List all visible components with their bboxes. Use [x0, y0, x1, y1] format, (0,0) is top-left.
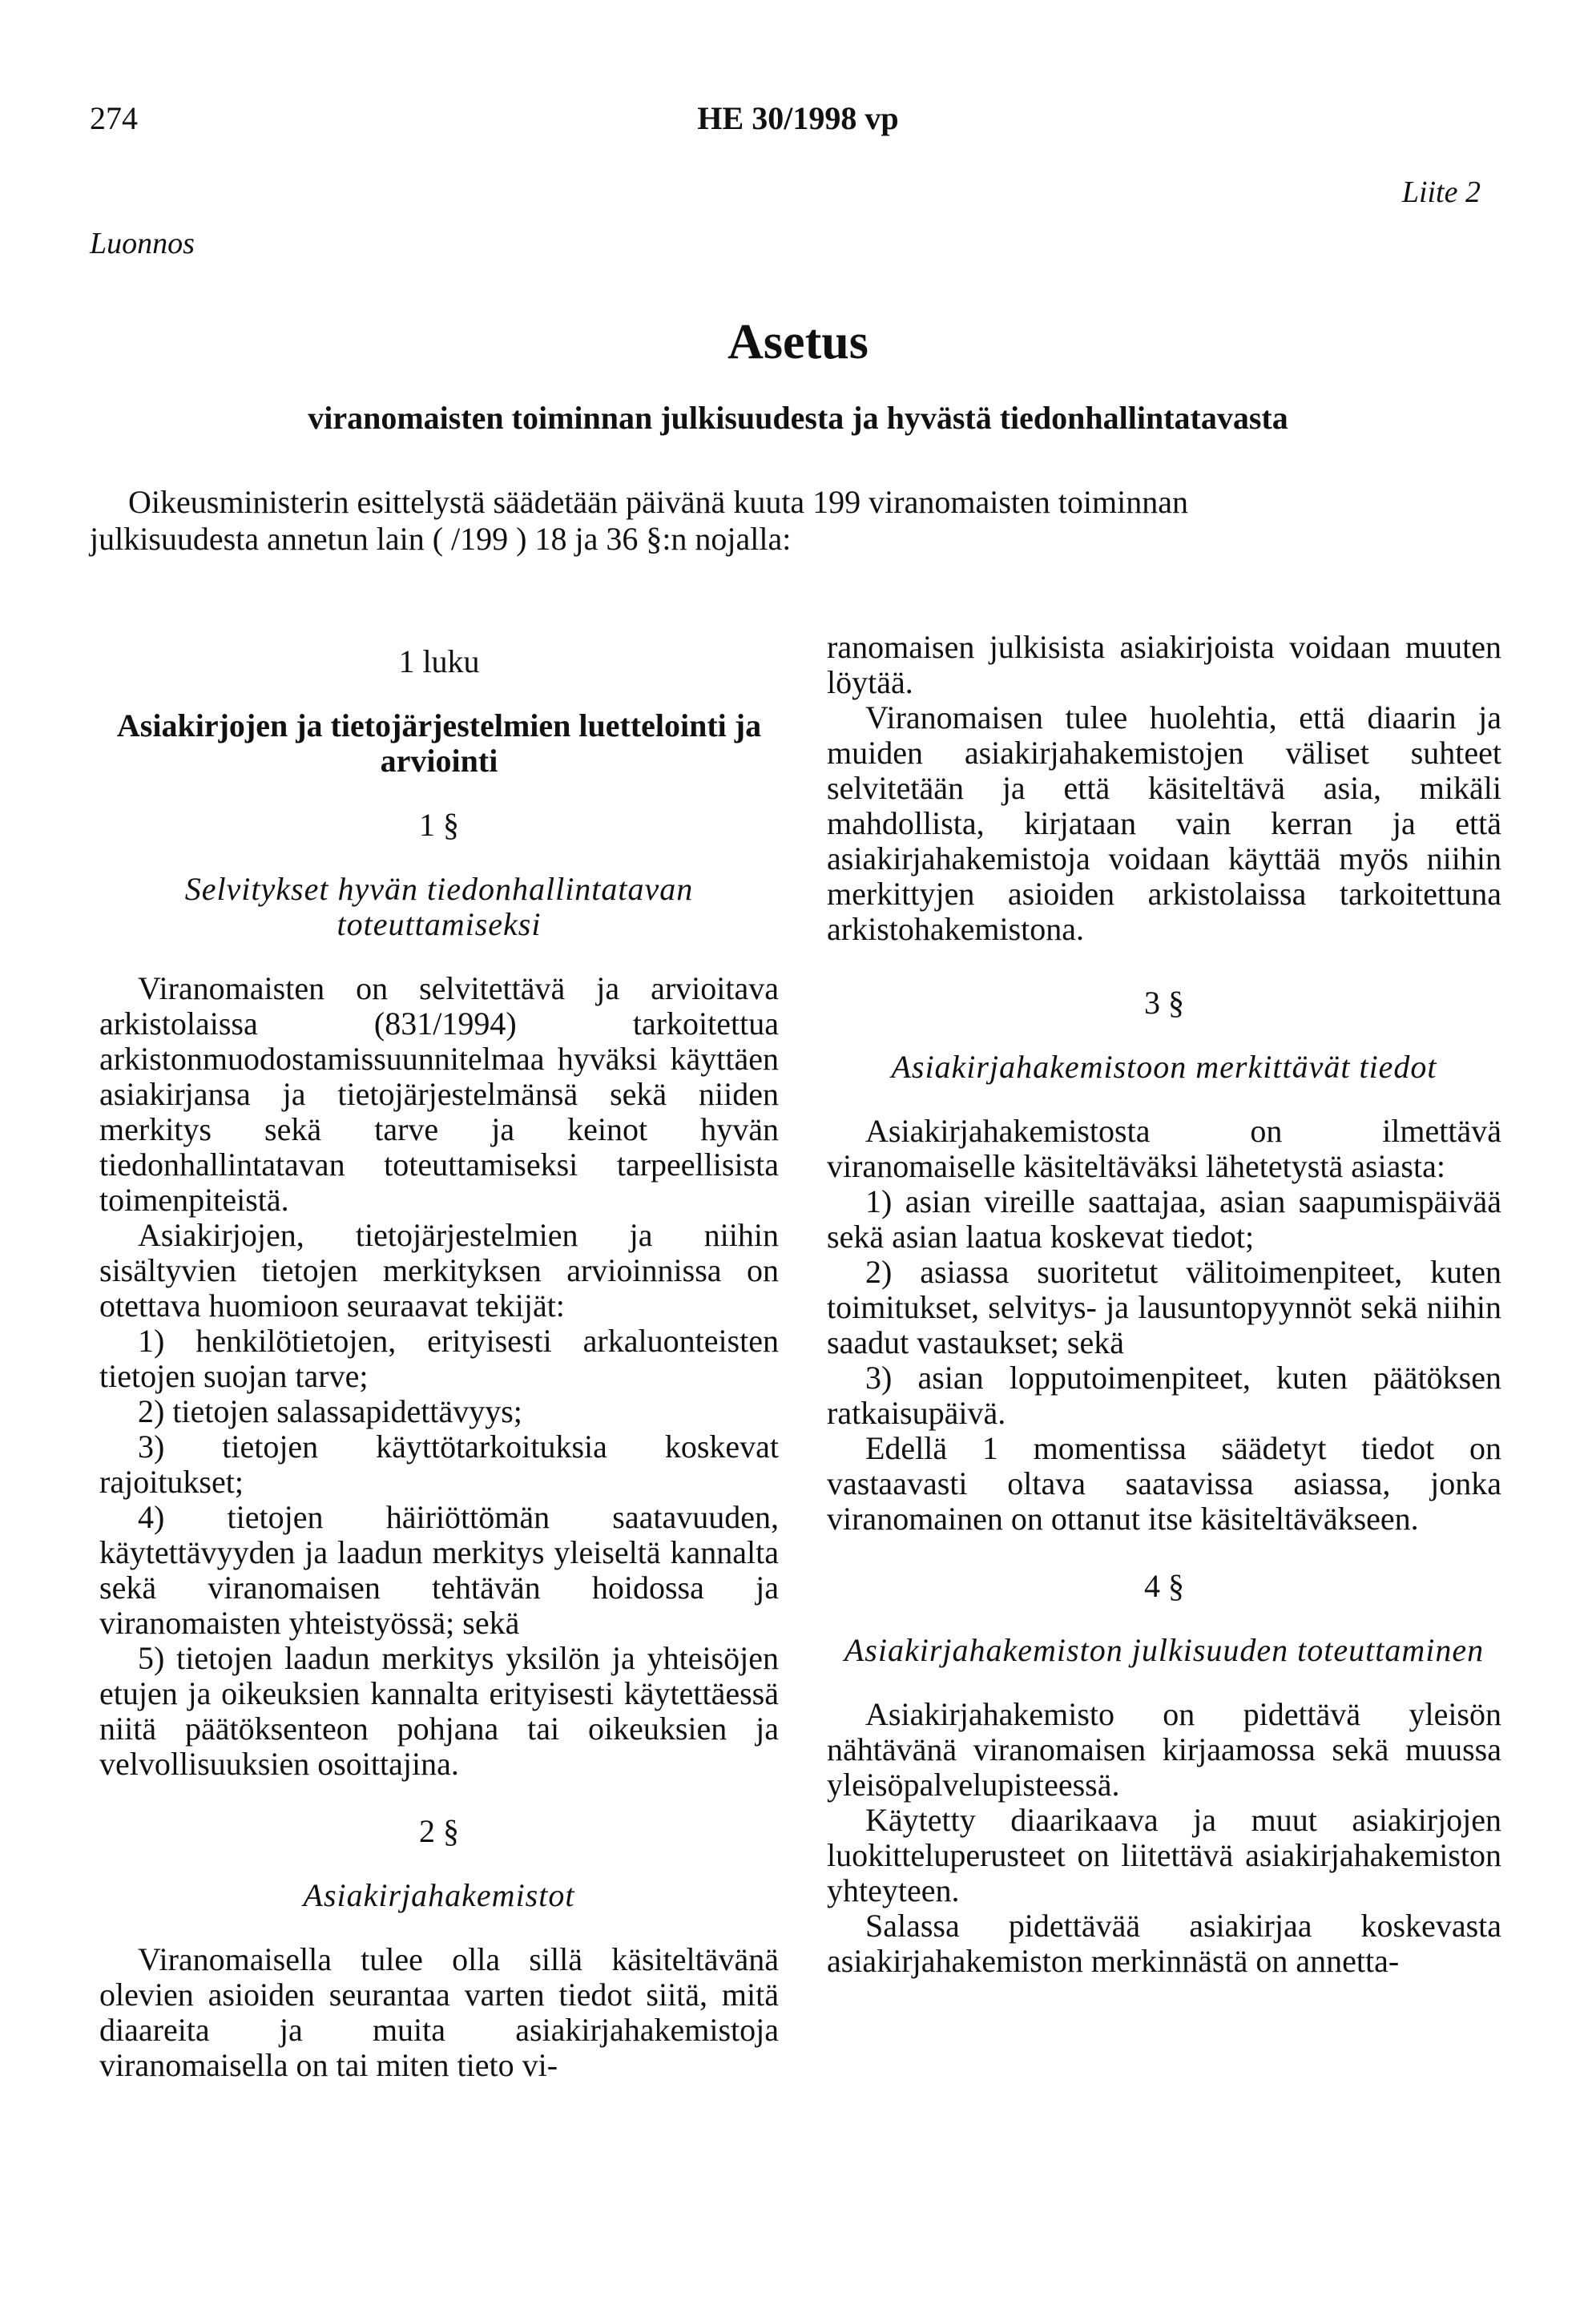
- section-4-paragraph: Käytetty diaarikaava ja muut asiakirjojen luokitteluperusteet on liitettävä asiakirjahakemiston yhteyteen.: [827, 1802, 1501, 1908]
- preamble: [90, 484, 1508, 558]
- section-3-title: Asiakirjahakemistoon merkittävät tiedot: [891, 1049, 1437, 1085]
- section-1-list-item: 2) tietojen salassapidettävyys;: [138, 1393, 522, 1429]
- section-2-number: 2 §: [419, 1813, 459, 1849]
- section-2-title: Asiakirjahakemistot: [303, 1877, 575, 1913]
- section-1-paragraph: Viranomaisten on selvitettävä ja arvioitava arkistolaissa (831/1994) tarkoitettua arkistonmuodostamissuunnitelmaa hyväksi käyttäen asiakirjansa ja tietojärjestelmänsä sekä niiden merkitys sekä tarve ja keinot hyvän tiedonhallintatavan toteuttamiseksi tarpeellisista toimenpiteistä.: [99, 970, 779, 1218]
- section-2-paragraph: Viranomaisella tulee olla sillä käsiteltävänä olevien asioiden seurantaa varten tiedot siitä, mitä diaareita ja muita asiakirjahakemistoja viranomaisella on tai miten tieto vi-: [99, 1941, 779, 2083]
- draft-label: Luonnos: [90, 227, 195, 260]
- section-1-paragraph: Asiakirjojen, tietojärjestelmien ja niihin sisältyvien tietojen merkityksen arvioinnissa on otettava huomioon seuraavat tekijät:: [99, 1217, 779, 1324]
- section-3-paragraph: Edellä 1 momentissa säädetyt tiedot on vastaavasti oltava saatavissa asiassa, jonka viranomainen on ottanut itse käsiteltäväkseen.: [827, 1430, 1501, 1537]
- section-3-list-item: 3) asian lopputoimenpiteet, kuten päätöksen ratkaisupäivä.: [827, 1360, 1501, 1431]
- section-4-number: 4 §: [1144, 1568, 1184, 1604]
- right-column: [827, 630, 1501, 1979]
- section-3-list-item: 1) asian vireille saattajaa, asian saapumispäivää sekä asian laatua koskevat tiedot;: [827, 1183, 1501, 1255]
- section-3-number: 3 §: [1144, 985, 1184, 1021]
- page-number: 274: [90, 100, 138, 136]
- section-2-continuation: ranomaisen julkisista asiakirjoista voidaan muuten löytää.: [827, 629, 1501, 700]
- document-title: Asetus: [727, 315, 869, 369]
- chapter-number: 1 luku: [398, 643, 480, 679]
- preamble-line-1: Oikeusministerin esittelystä säädetään päivänä kuuta 199 viranomaisten toiminnan: [128, 484, 1188, 520]
- preamble-line-2: julkisuudesta annetun lain ( /199 ) 18 ja 36 §:n nojalla:: [90, 521, 792, 557]
- running-header: HE 30/1998 vp: [697, 100, 899, 136]
- section-1-list-item: 1) henkilötietojen, erityisesti arkaluonteisten tietojen suojan tarve;: [99, 1323, 779, 1394]
- section-4-paragraph: Asiakirjahakemisto on pidettävä yleisön nähtävänä viranomaisen kirjaamossa sekä muussa yleisöpalvelupisteessä.: [827, 1696, 1501, 1803]
- chapter-title: Asiakirjojen ja tietojärjestelmien luettelointi ja arviointi: [116, 707, 762, 779]
- section-1-list-item: 3) tietojen käyttötarkoituksia koskevat rajoitukset;: [99, 1429, 779, 1500]
- section-4-title: Asiakirjahakemiston julkisuuden toteuttaminen: [844, 1632, 1485, 1668]
- document-subtitle: viranomaisten toiminnan julkisuudesta ja hyvästä tiedonhallintatavasta: [308, 400, 1288, 436]
- section-1-number: 1 §: [419, 807, 459, 843]
- section-1-title: Selvitykset hyvän tiedonhallintatavan toteuttamiseksi: [184, 871, 694, 942]
- section-3-list-item: 2) asiassa suoritetut välitoimenpiteet, kuten toimitukset, selvitys- ja lausuntopyynnöt sekä niihin saadut vastaukset; sekä: [827, 1254, 1501, 1360]
- section-4-paragraph: Salassa pidettävää asiakirjaa koskevasta asiakirjahakemiston merkinnästä on annetta-: [827, 1908, 1501, 1979]
- section-1-list-item: 5) tietojen laadun merkitys yksilön ja yhteisöjen etujen ja oikeuksien kannalta erityisesti käytettäessä niitä päätöksenteon pohjana tai oikeuksien ja velvollisuuksien osoittajina.: [99, 1640, 779, 1782]
- left-column: [99, 630, 779, 2083]
- appendix-label: Liite 2: [1401, 175, 1481, 209]
- section-2-paragraph: Viranomaisen tulee huolehtia, että diaarin ja muiden asiakirjahakemistojen väliset suhteet selvitetään ja että käsiteltävä asia, mikäli mahdollista, kirjataan vain kerran ja että asiakirjahakemistoja voidaan käyttää myös niihin merkittyjen asioiden arkistolaissa tarkoitettuna arkistohakemistona.: [827, 699, 1501, 947]
- section-3-paragraph: Asiakirjahakemistosta on ilmettävä viranomaiselle käsiteltäväksi lähetetystä asiasta:: [827, 1113, 1501, 1184]
- section-1-list-item: 4) tietojen häiriöttömän saatavuuden, käytettävyyden ja laadun merkitys yleiseltä kannalta sekä viranomaisen tehtävän hoidossa ja viranomaisten yhteistyössä; sekä: [99, 1499, 779, 1641]
